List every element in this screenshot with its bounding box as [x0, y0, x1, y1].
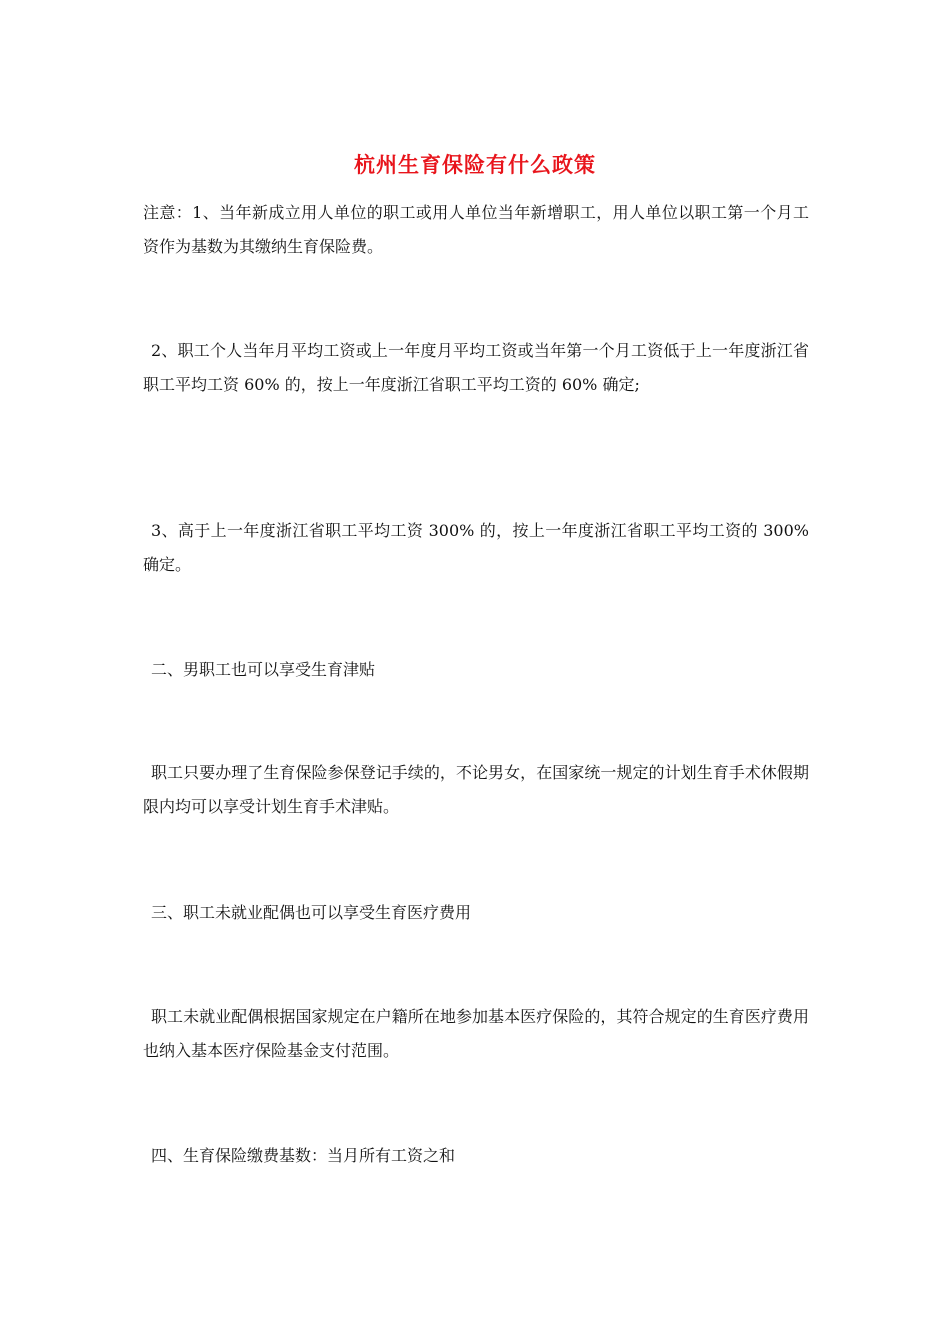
paragraph-section-3: 职工未就业配偶根据国家规定在户籍所在地参加基本医疗保险的，其符合规定的生育医疗费用也纳入基本医疗保险基金支付范围。 [143, 1007, 809, 1060]
section-heading-4: 四、生育保险缴费基数：当月所有工资之和 [151, 1146, 456, 1165]
paragraph-section-2: 职工只要办理了生育保险参保登记手续的，不论男女，在国家统一规定的计划生育手术休假期限内均可以享受计划生育手术津贴。 [143, 763, 809, 816]
paragraph-note-3: 3、高于上一年度浙江省职工平均工资 300% 的，按上一年度浙江省职工平均工资的 300% 确定。 [143, 521, 809, 574]
section-heading-2: 二、男职工也可以享受生育津贴 [151, 660, 376, 679]
paragraph-note-2: 2、职工个人当年月平均工资或上一年度月平均工资或当年第一个月工资低于上一年度浙江省职工平均工资 60% 的，按上一年度浙江省职工平均工资的 60% 确定; [143, 341, 809, 394]
page-title: 杭州生育保险有什么政策 [354, 152, 596, 177]
section-heading-3: 三、职工未就业配偶也可以享受生育医疗费用 [151, 903, 472, 922]
paragraph-note-1: 注意：1、当年新成立用人单位的职工或用人单位当年新增职工，用人单位以职工第一个月工资作为基数为其缴纳生育保险费。 [143, 203, 809, 256]
